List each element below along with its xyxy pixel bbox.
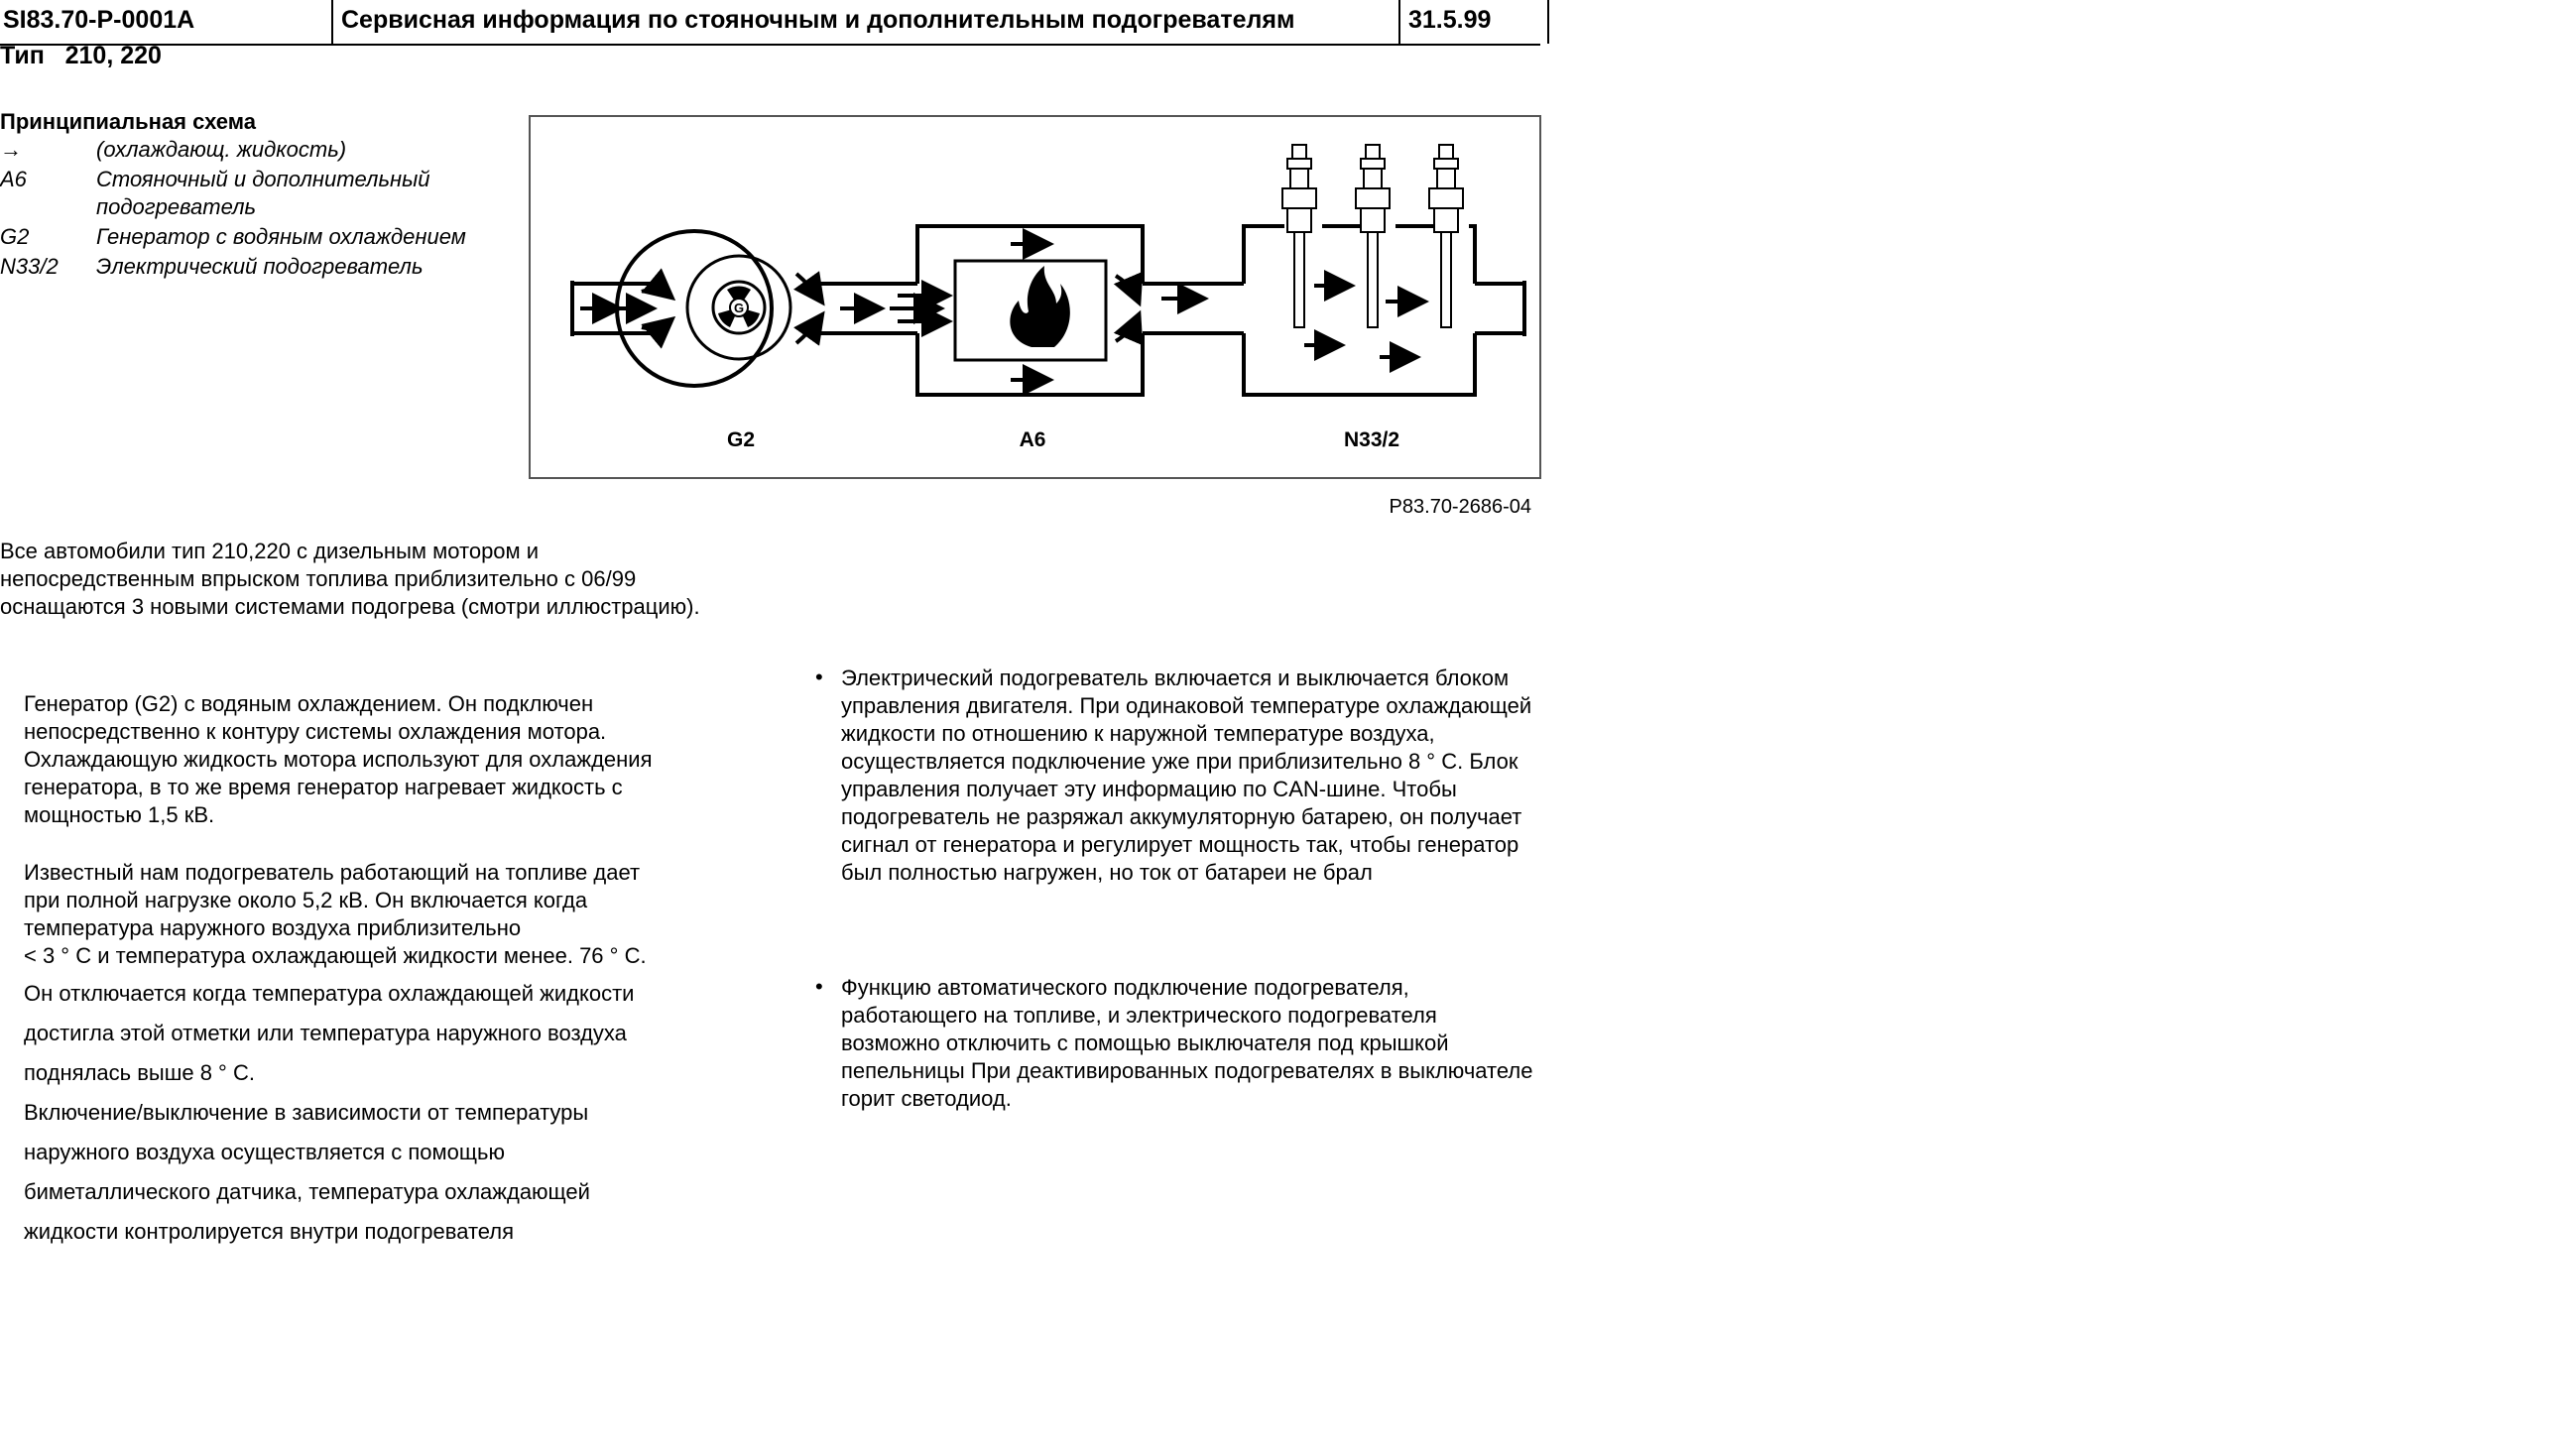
text-line: биметаллического датчика, температура охлаждающей xyxy=(24,1179,590,1204)
legend-title: Принципиальная схема xyxy=(0,109,256,134)
fuel-heater-paragraph xyxy=(24,859,718,970)
legend-item xyxy=(0,136,516,164)
shutoff-paragraph xyxy=(24,974,718,1252)
text-line: температура наружного воздуха приблизительно xyxy=(24,915,522,940)
bullet-icon: • xyxy=(815,974,823,999)
heater-rod xyxy=(1429,145,1463,327)
document-header xyxy=(0,0,1540,46)
legend-key: N33/2 xyxy=(0,254,59,279)
legend-key: A6 xyxy=(0,167,27,191)
legend-value: Генератор с водяным охлаждением xyxy=(96,224,466,249)
a6-housing-top xyxy=(917,226,1143,284)
intro-paragraph: Все автомобили тип 210,220 с дизельным мотором и непосредственным впрыском топлива приблизительно с 06/99 оснащаются 3 новыми системами подогрева (смотри иллюстрацию). xyxy=(0,539,700,619)
doc-id: SI83.70-P-0001A xyxy=(3,6,195,34)
text-line: Известный нам подогреватель работающий на топливе дает xyxy=(24,860,641,885)
heater-rod xyxy=(1356,145,1390,327)
schematic-diagram xyxy=(529,115,1541,479)
generator-symbol-label: G xyxy=(733,301,745,315)
doc-title: Сервисная информация по стояночным и дополнительным подогревателям xyxy=(331,0,1402,44)
vehicle-type: Тип 210, 220 xyxy=(0,42,162,69)
switch-paragraph: Функцию автоматического подключение подогревателя, работающего на топливе, и электрического подогревателя возможно отключить с помощью выключателя под крышкой пепельницы При деактивированных подогревателях в выключателе горит светодиод. xyxy=(841,975,1533,1111)
legend-item xyxy=(0,223,516,251)
text-line: Включение/выключение в зависимости от температуры xyxy=(24,1100,589,1125)
legend-value: Стояночный и дополнительный подогреватель xyxy=(96,167,430,219)
legend-key: G2 xyxy=(0,224,30,249)
generator-paragraph: Генератор (G2) с водяным охлаждением. Он подключен непосредственно к контуру системы охлаждения мотора. Охлаждающую жидкость мотора используют для охлаждения генератора, в то же время генератор нагревает жидкость с мощностью 1,5 кВ. xyxy=(24,691,653,827)
text-line: жидкости контролируется внутри подогревателя xyxy=(24,1219,515,1244)
text-line: при полной нагрузке около 5,2 кВ. Он включается когда xyxy=(24,888,588,912)
label-g2: G2 xyxy=(726,428,756,451)
text-line: Он отключается когда температура охлаждающей жидкости xyxy=(24,981,635,1006)
bullet-icon: • xyxy=(815,665,823,689)
heater-rod xyxy=(1282,145,1316,327)
doc-date: 31.5.99 xyxy=(1398,0,1549,44)
n33-housing-bottom xyxy=(1244,333,1475,395)
text-line: поднялась выше 8 ° C. xyxy=(24,1060,255,1085)
text-line: достигла этой отметки или температура наружного воздуха xyxy=(24,1021,627,1045)
legend-item xyxy=(0,166,516,221)
label-n33-2: N33/2 xyxy=(1343,428,1400,451)
legend-value: (охлаждающ. жидкость) xyxy=(96,137,347,162)
legend xyxy=(0,136,516,283)
figure-caption: P83.70-2686-04 xyxy=(1389,496,1531,518)
schematic-svg xyxy=(531,117,1543,481)
text-line: наружного воздуха осуществляется с помощью xyxy=(24,1140,505,1164)
heater-rods xyxy=(1282,145,1463,327)
legend-key: → xyxy=(0,137,22,162)
legend-value: Электрический подогреватель xyxy=(96,254,424,279)
text-line: < 3 ° C и температура охлаждающей жидкости менее. 76 ° C. xyxy=(24,943,647,968)
label-a6: A6 xyxy=(1019,428,1046,451)
electric-heater-paragraph: Электрический подогреватель включается и выключается блоком управления двигателя. При одинаковой температуре охлаждающей жидкости по отношению к наружной температуре воздуха, осуществляется подключение уже при приблизительно 8 ° C. Блок управления получает эту информацию по CAN-шине. Чтобы подогреватель не разряжал аккумуляторную батарею, он получает сигнал от генератора и регулирует мощность так, чтобы генератор был полностью нагружен, но ток от батареи не брал xyxy=(841,666,1532,885)
flame-icon xyxy=(1010,266,1070,347)
legend-item xyxy=(0,253,516,281)
